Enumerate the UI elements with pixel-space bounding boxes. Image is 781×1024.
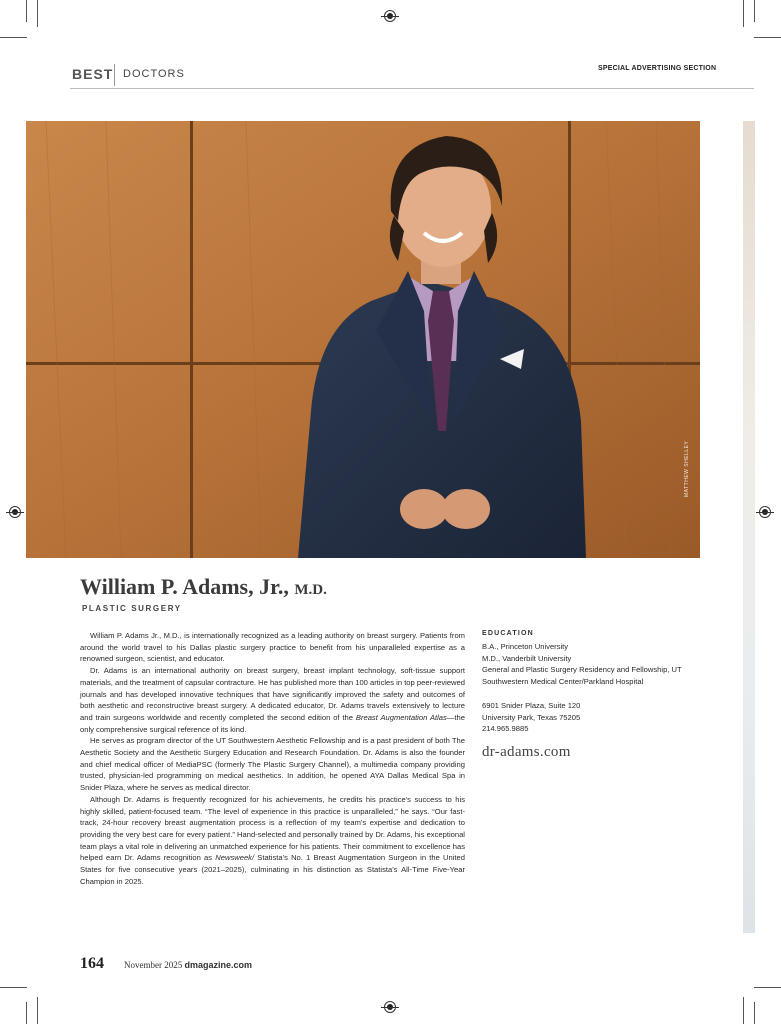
paragraph: William P. Adams Jr., M.D., is internationally recognized as a leading authority on breast surgery. Patients from around the world travel to his Dallas plastic surgery practice to benefit from his unparalleled expertise as a renowned surgeon, scientist, and educator. [80,631,465,664]
address-line: 6901 Snider Plaza, Suite 120 [482,701,581,710]
paragraph-text: Although Dr. Adams is frequently recognized for his achievements, he credits his practice's success to his highly skilled, patient-focused team. “The level of experience in this practice is unparalleled,” he says. “Our fast-track, 24-hour recovery breast augmentation process is a reflection of my team's expertise and dedication to providing the very best care for every patient.” Hand-selected and personally trained by Dr. Adams, his exceptional team plays a vital role in delivering an unmatched experience for his patients. Their commitment to excellence has helped earn Dr. Adams recognition as [80,794,465,863]
paragraph-text: —the only comprehensive surgical reference of its kind. [80,712,465,734]
crop-mark [754,1002,755,1024]
page-number: 164 [80,955,104,972]
registration-mark [384,1001,396,1013]
crop-mark [754,987,781,988]
address-line: University Park, Texas 75205 [482,712,581,722]
header-divider [114,64,115,86]
doctor-portrait-photo [26,121,700,558]
registration-mark [384,10,396,22]
registration-mark [759,506,771,518]
address-block [482,700,580,735]
paragraph-text: Statista's No. 1 Breast Augmentation Surgeon in the United States for five consecutive years (2021–2025), culminating in his distinction as Statista's All-Time Five-Year Champion in 2025. [80,853,465,886]
photo-credit: MATTHEW SHELLEY [684,440,690,497]
education-item: Southwestern Medical Center/Parkland Hospital [482,677,644,687]
profile-body-text [80,630,465,887]
section-label: BEST [72,66,114,82]
header-rule [70,88,754,89]
registration-mark [9,506,21,518]
crop-mark [743,997,744,1024]
website-link[interactable]: dr-adams.com [482,744,571,760]
paragraph-text: Dr. Adams is an international authority on breast surgery, breast implant technology, soft-tissue support materials, and the treatment of capsular contracture. He has published more than 100 articles in top peer-reviewed journals and has developed innovative techniques that have significantly improved the safety and outcomes of both aesthetic and reconstructive breast surgery. A dedicated educator, Dr. Adams travels extensively to lecture and train surgeons worldwide and recently completed the second edition of the [80,666,465,722]
crop-mark [0,37,27,38]
specialty-label: PLASTIC SURGERY [82,604,182,613]
crop-mark [754,0,755,22]
credential: M.D. [294,582,327,598]
crop-mark [754,37,781,38]
education-list [482,641,682,688]
doctor-name [80,574,327,600]
crop-mark [26,0,27,22]
publication-name: Newsweek/ [215,853,255,863]
adjacent-page-bleed [743,121,755,933]
crop-mark [0,987,27,988]
education-item: M.D., Vanderbilt University [482,653,572,663]
crop-mark [743,0,744,27]
portrait-illustration [26,121,700,558]
subsection-label: DOCTORS [123,68,185,80]
special-advertising-label: SPECIAL ADVERTISING SECTION [598,65,717,72]
crop-mark [26,1002,27,1024]
doctor-name-text: William P. Adams, Jr., [80,574,289,599]
education-item: General and Plastic Surgery Residency and Fellowship, UT [482,665,682,675]
issue-line [124,960,252,970]
crop-mark [37,0,38,27]
issue-date: November 2025 [124,960,183,970]
book-title: Breast Augmentation Atlas [355,712,447,722]
crop-mark [37,997,38,1024]
magazine-site: dmagazine.com [184,960,253,970]
phone-number: 214.965.9885 [482,724,529,734]
education-item: B.A., Princeton University [482,642,569,651]
paragraph [80,794,465,888]
education-heading: EDUCATION [482,630,534,637]
paragraph [80,665,465,735]
paragraph: He serves as program director of the UT Southwestern Aesthetic Fellowship and is a past president of both The Aesthetic Society and the Aesthetic Surgery Education and Research Foundation. Dr. Adams is also the founder and chief medical officer of MediaPSC (formerly The Plastic Surgery Channel), a multimedia company providing trusted, physician-led programming on medical aesthetics. In addition, he opened AYA Dallas Medical Spa in Snider Plaza, where he serves as medical director. [80,736,465,793]
